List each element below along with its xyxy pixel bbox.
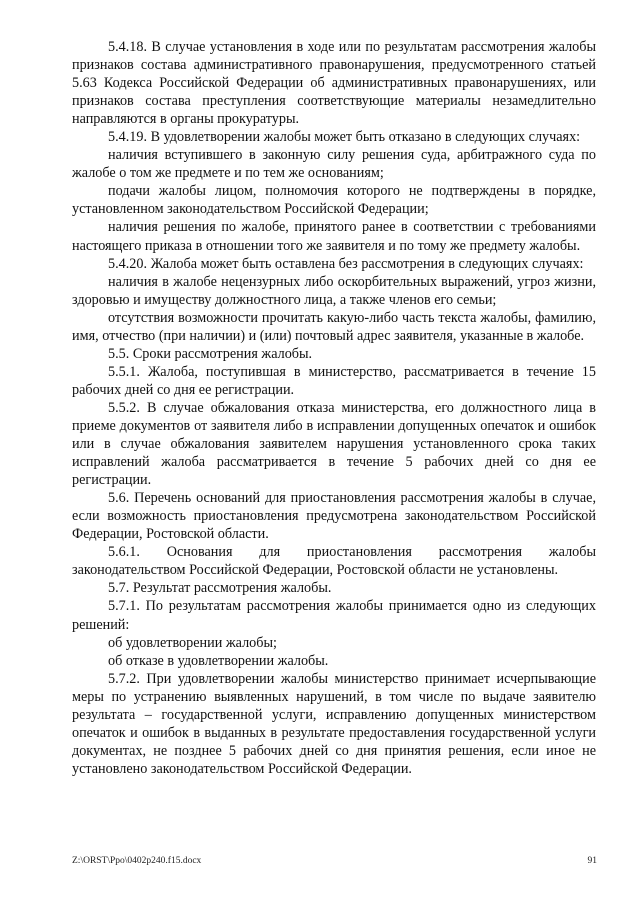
paragraph-5-4-20: 5.4.20. Жалоба может быть оставлена без рассмотрения в следующих случаях: [108,255,584,272]
list-item: об отказе в удовлетворении жалобы. [108,652,329,669]
paragraph-5-4-19: 5.4.19. В удовлетворении жалобы может быть отказано в следующих случаях: [108,129,581,146]
list-item: подачи жалобы лицом, полномочия которого не подтверждены в порядке, установленном законодательством Российской Федерации; [72,183,596,218]
list-item: наличия вступившего в законную силу решения суда, арбитражного суда по жалобе о том же предмете и по тем же основаниям; [72,147,596,182]
section-heading-5-5: 5.5. Сроки рассмотрения жалобы. [108,345,313,362]
paragraph-5-6: 5.6. Перечень оснований для приостановления рассмотрения жалобы в случае, если возможность приостановления предусмотрена законодательством Российской Федерации, Ростовской области. [72,490,596,543]
list-item: наличия в жалобе нецензурных либо оскорбительных выражений, угроз жизни, здоровью и имуществу должностного лица, а также членов его семьи; [72,273,596,308]
section-heading-5-7: 5.7. Результат рассмотрения жалобы. [108,580,332,597]
paragraph-5-5-2: 5.5.2. В случае обжалования отказа министерства, его должностного лица в приеме документов от заявителя либо в исправлении допущенных опечаток и ошибок или в случае обжалования заявителем нарушения установленного срока таких исправлений жалоба рассматривается в течение 5 рабочих дней со дня ее регистрации. [72,399,596,489]
file-path: Z:\ORST\Ppo\0402p240.f15.docx [72,856,202,866]
page-number: 91 [587,856,597,866]
list-item: об удовлетворении жалобы; [108,634,277,651]
paragraph-5-6-1: 5.6.1. Основания для приостановления рассмотрения жалобы законодательством Российской Федерации, Ростовской области не установлены. [72,544,596,579]
page-footer [72,856,597,866]
list-item: отсутствия возможности прочитать какую-либо часть текста жалобы, фамилию, имя, отчество (при наличии) и (или) почтовый адрес заявителя, указанные в жалобе. [72,309,596,344]
paragraph-5-5-1: 5.5.1. Жалоба, поступившая в министерство, рассматривается в течение 15 рабочих дней со дня ее регистрации. [72,363,596,398]
paragraph-5-7-2: 5.7.2. При удовлетворении жалобы министерство принимает исчерпывающие меры по устранению выявленных нарушений, в том числе по выдаче заявителю результата – государственной услуги, исправлению допущенных министерством опечаток и ошибок в выданных в результате предоставления государственной услуги документах, не позднее 5 рабочих дней со дня принятия решения, если иное не установлено законодательством Российской Федерации. [72,670,596,777]
list-item: наличия решения по жалобе, принятого ранее в соответствии с требованиями настоящего приказа в отношении того же заявителя и по тому же предмету жалобы. [72,219,596,254]
paragraph-5-7-1: 5.7.1. По результатам рассмотрения жалобы принимается одно из следующих решений: [72,598,596,633]
document-body [72,38,596,778]
paragraph-5-4-18: 5.4.18. В случае установления в ходе или по результатам рассмотрения жалобы признаков состава административного правонарушения, предусмотренного статьей 5.63 Кодекса Российской Федерации об административных правонарушениях, или признаков состава преступления соответствующие материалы незамедлительно направляются в органы прокуратуры. [72,39,596,128]
